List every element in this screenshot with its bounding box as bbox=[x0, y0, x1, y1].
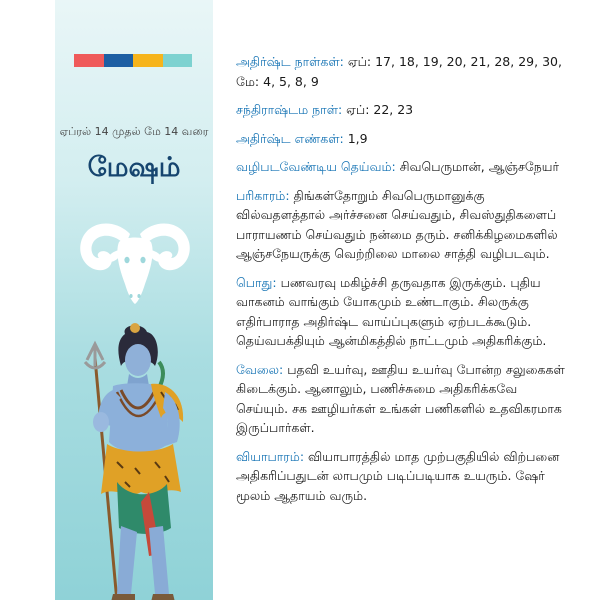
general-section bbox=[236, 273, 566, 351]
color-strip-teal bbox=[163, 54, 193, 67]
color-strip-yellow bbox=[133, 54, 163, 67]
deity-section bbox=[236, 157, 566, 177]
work-label: வேலை: bbox=[236, 361, 284, 377]
lucky-days-value: ஏப்: 17, 18, 19, 20, 21, 28, 29, 30, மே: 4, 5, 8, 9 bbox=[236, 54, 562, 89]
chandrashtama-section bbox=[236, 100, 566, 120]
general-label: பொது: bbox=[236, 274, 277, 290]
sidebar-panel bbox=[55, 0, 213, 600]
date-range: ஏப்ரல் 14 முதல் மே 14 வரை bbox=[59, 125, 209, 138]
remedy-label: பரிகாரம்: bbox=[236, 187, 290, 203]
remedy-value: திங்கள்தோறும் சிவபெருமானுக்கு வில்வதளத்தால் அர்ச்சனை செய்வதும், சிவஸ்துதிகளைப் பாராயணம் செய்வதும் நன்மை தரும். சனிக்கிழமைகளில் ஆஞ்சநேயருக்கு வெற்றிலை மாலை சாத்தி வழிபடவும். bbox=[236, 187, 558, 261]
business-section bbox=[236, 447, 566, 506]
deity-label: வழிபடவேண்டிய தெய்வம்: bbox=[236, 159, 396, 174]
business-value: வியாபாரத்தில் மாத முற்பகுதியில் விற்பனை அதிகரிப்பதுடன் லாபமும் படிப்படியாக உயரும். ஷேர் மூலம் ஆதாயம் வரும். bbox=[236, 448, 560, 503]
work-value: பதவி உயர்வு, ஊதிய உயர்வு போன்ற சலுகைகள் கிடைக்கும். ஆனாலும், பணிச்சுமை அதிகரிக்கவே செய்யும். சக ஊழியர்கள் உங்கள் பணிகளில் உதவிகரமாக இருப்பார்கள். bbox=[236, 361, 565, 435]
chandrashtama-value: ஏப்: 22, 23 bbox=[342, 102, 414, 117]
deity-value: சிவபெருமான், ஆஞ்சநேயர் bbox=[395, 159, 560, 174]
lord-shiva-illustration bbox=[65, 322, 213, 600]
work-section bbox=[236, 360, 566, 438]
color-strip-red bbox=[74, 54, 104, 67]
lucky-days-label: அதிர்ஷ்ட நாள்கள்: bbox=[236, 54, 344, 69]
business-label: வியாபாரம்: bbox=[236, 448, 305, 464]
ram-head-icon bbox=[75, 212, 195, 312]
chandrashtama-label: சந்திராஷ்டம நாள்: bbox=[236, 102, 343, 117]
lucky-days-section bbox=[236, 52, 566, 91]
general-value: பணவரவு மகிழ்ச்சி தருவதாக இருக்கும். புதிய வாகனம் வாங்கும் யோகமும் உண்டாகும். சிலருக்கு எதிர்பாராத அதிர்ஷ்ட வாய்ப்புகளும் ஏற்படக்கூடும். தெய்வபக்தியும் ஆன்மிகத்தில் நாட்டமும் அதிகரிக்கும். bbox=[236, 274, 547, 348]
lucky-numbers-value: 1,9 bbox=[343, 130, 368, 146]
lucky-numbers-section bbox=[236, 129, 566, 149]
zodiac-sign-name: மேஷம் bbox=[87, 152, 181, 183]
color-strip-blue bbox=[104, 54, 134, 67]
color-strip bbox=[74, 54, 192, 67]
horoscope-details bbox=[236, 52, 566, 514]
lucky-numbers-label: அதிர்ஷ்ட எண்கள்: bbox=[236, 130, 344, 146]
remedy-section bbox=[236, 186, 566, 264]
